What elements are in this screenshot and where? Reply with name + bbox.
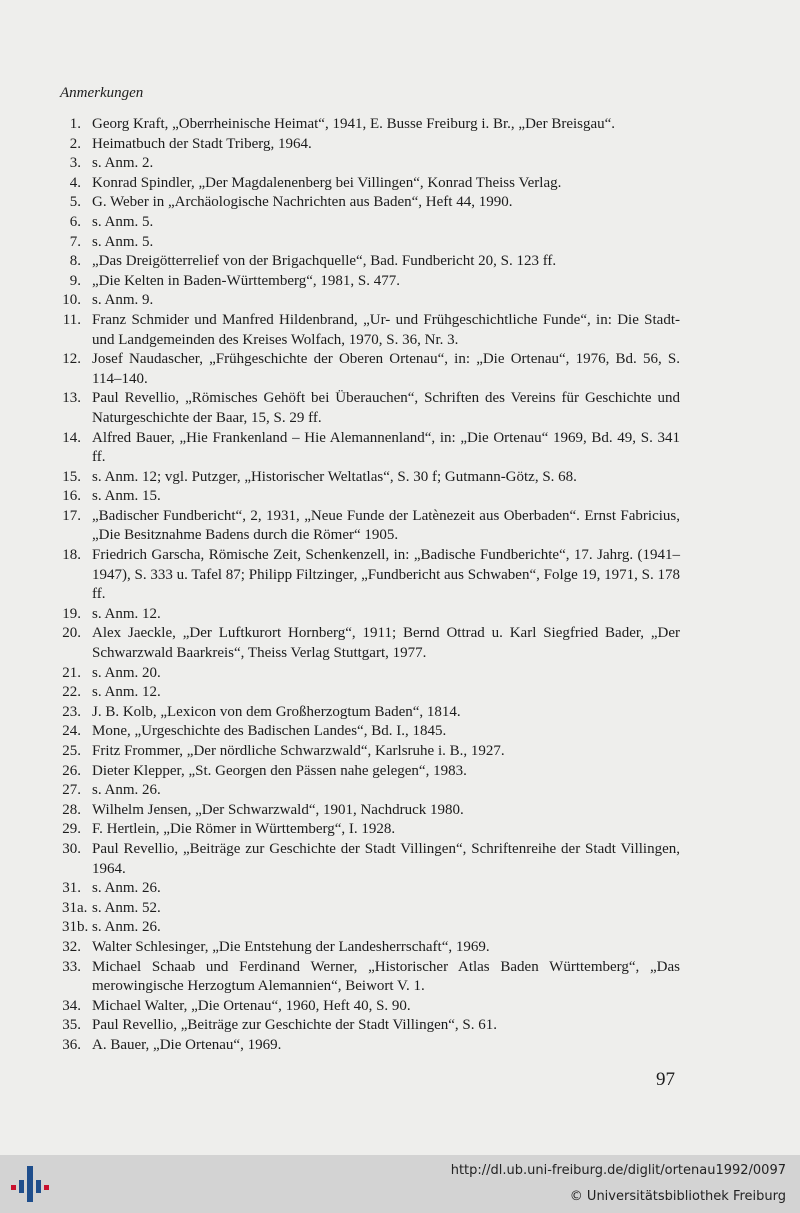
note-number: 13. xyxy=(62,390,81,407)
note-item xyxy=(50,311,680,350)
note-number: 31a. xyxy=(62,899,88,916)
note-item xyxy=(50,233,680,253)
note-text: Paul Revellio, „Beiträge zur Geschichte der Stadt Villingen“, S. 61. xyxy=(92,1017,497,1034)
note-item xyxy=(50,664,680,684)
note-text: s. Anm. 5. xyxy=(92,213,154,230)
note-item xyxy=(50,722,680,742)
note-text: s. Anm. 26. xyxy=(92,880,161,897)
note-item xyxy=(50,272,680,292)
logo-right-bar xyxy=(36,1180,41,1193)
notes-list xyxy=(50,115,680,1056)
page-number: 97 xyxy=(656,1069,675,1090)
note-item xyxy=(50,958,680,997)
note-number: 26. xyxy=(62,762,81,779)
note-item xyxy=(50,899,680,919)
note-item xyxy=(50,840,680,879)
note-item xyxy=(50,742,680,762)
note-number: 36. xyxy=(62,1036,81,1053)
note-number: 12. xyxy=(62,351,81,368)
note-number: 6. xyxy=(69,213,81,230)
note-number: 14. xyxy=(62,429,81,446)
note-number: 32. xyxy=(62,938,81,955)
note-number: 11. xyxy=(62,311,81,328)
note-text: s. Anm. 9. xyxy=(92,292,154,309)
note-number: 30. xyxy=(62,840,81,857)
note-text: s. Anm. 15. xyxy=(92,488,161,505)
note-number: 31b. xyxy=(62,919,89,936)
note-number: 31. xyxy=(62,880,81,897)
note-number: 1. xyxy=(69,116,81,132)
note-item xyxy=(50,429,680,468)
note-text: Heimatbuch der Stadt Triberg, 1964. xyxy=(92,135,312,152)
note-item xyxy=(50,291,680,311)
note-number: 9. xyxy=(69,272,81,289)
note-number: 21. xyxy=(62,664,81,681)
section-heading: Anmerkungen xyxy=(60,85,144,101)
note-number: 35. xyxy=(62,1017,81,1034)
note-item xyxy=(50,154,680,174)
note-item xyxy=(50,252,680,272)
note-number: 29. xyxy=(62,821,81,838)
note-text: s. Anm. 20. xyxy=(92,664,161,681)
note-text: Friedrich Garscha, Römische Zeit, Schenkenzell, in: „Badische Fundberichte“, 17. Jahrg. (1941–1947), S. 333 u. Tafel 87; Philipp Filtzinger, „Fundbericht aus Schwaben“, Folge 19, 1971, S. 178 ff. xyxy=(92,547,680,603)
note-item xyxy=(50,683,680,703)
note-number: 24. xyxy=(62,723,81,740)
note-text: Walter Schlesinger, „Die Entstehung der Landesherrschaft“, 1969. xyxy=(92,938,490,955)
note-number: 22. xyxy=(62,684,81,701)
note-text: „Das Dreigötterrelief von der Brigachquelle“, Bad. Fundbericht 20, S. 123 ff. xyxy=(92,253,557,270)
note-item xyxy=(50,213,680,233)
note-item xyxy=(50,350,680,389)
note-text: „Die Kelten in Baden-Württemberg“, 1981, S. 477. xyxy=(92,272,400,289)
note-text: s. Anm. 12; vgl. Putzger, „Historischer Weltatlas“, S. 30 f; Gutmann-Götz, S. 68. xyxy=(92,468,577,485)
library-logo-icon[interactable] xyxy=(10,1164,50,1204)
note-item xyxy=(50,605,680,625)
note-text: s. Anm. 12. xyxy=(92,684,161,701)
note-item xyxy=(50,938,680,958)
note-text: Alex Jaeckle, „Der Luftkurort Hornberg“, 1911; Bernd Ottrad u. Karl Siegfried Bader, „Der Schwarzwald Baarkreis“, Theiss Verlag Stuttgart, 1977. xyxy=(92,625,680,662)
note-text: Dieter Klepper, „St. Georgen den Pässen nahe gelegen“, 1983. xyxy=(92,762,467,779)
footer-bar xyxy=(0,1155,800,1213)
note-number: 8. xyxy=(69,253,81,270)
note-number: 19. xyxy=(62,605,81,622)
note-text: Franz Schmider und Manfred Hildenbrand, „Ur- und Frühgeschichtliche Funde“, in: Die Stadt- und Landgemeinden des Kreises Wolfach, 1970, S. 36, Nr. 3. xyxy=(92,311,680,348)
note-item xyxy=(50,762,680,782)
note-text: „Badischer Fundbericht“, 2, 1931, „Neue Funde der Latènezeit aus Oberbaden“. Ernst Fabricius, „Die Besitznahme Badens durch die Römer“ 1905. xyxy=(92,507,680,544)
note-item xyxy=(50,624,680,663)
note-text: s. Anm. 52. xyxy=(92,899,161,916)
note-text: s. Anm. 12. xyxy=(92,605,161,622)
note-text: G. Weber in „Archäologische Nachrichten aus Baden“, Heft 44, 1990. xyxy=(92,194,513,211)
note-text: Michael Schaab und Ferdinand Werner, „Historischer Atlas Baden Württemberg“, „Das merowingische Herzogtum Alemannien“, Beiwort V. 1. xyxy=(92,958,680,995)
note-number: 23. xyxy=(62,703,81,720)
note-number: 2. xyxy=(69,135,81,152)
note-item xyxy=(50,820,680,840)
note-item xyxy=(50,879,680,899)
note-text: Wilhelm Jensen, „Der Schwarzwald“, 1901, Nachdruck 1980. xyxy=(92,801,464,818)
note-item xyxy=(50,781,680,801)
note-number: 5. xyxy=(69,194,81,211)
note-text: s. Anm. 26. xyxy=(92,782,161,799)
note-text: Josef Naudascher, „Frühgeschichte der Oberen Ortenau“, in: „Die Ortenau“, 1976, Bd. 56, S. 114–140. xyxy=(92,351,680,387)
logo-right-dot xyxy=(44,1185,49,1190)
note-item xyxy=(50,468,680,488)
note-item xyxy=(50,507,680,546)
note-text: Michael Walter, „Die Ortenau“, 1960, Heft 40, S. 90. xyxy=(92,997,411,1014)
note-number: 7. xyxy=(69,233,81,250)
note-text: s. Anm. 2. xyxy=(92,155,154,172)
note-item xyxy=(50,193,680,213)
note-text: J. B. Kolb, „Lexicon von dem Großherzogtum Baden“, 1814. xyxy=(92,703,461,720)
note-text: Alfred Bauer, „Hie Frankenland – Hie Alemannenland“, in: „Die Ortenau“ 1969, Bd. 49, S. 341 ff. xyxy=(92,429,680,466)
note-number: 3. xyxy=(69,155,81,172)
note-number: 15. xyxy=(62,468,81,485)
note-text: s. Anm. 26. xyxy=(92,919,161,936)
note-text: Konrad Spindler, „Der Magdalenenberg bei Villingen“, Konrad Theiss Verlag. xyxy=(92,174,562,191)
note-number: 16. xyxy=(62,488,81,505)
note-item xyxy=(50,1036,680,1056)
logo-left-dot xyxy=(11,1185,16,1190)
note-text: Mone, „Urgeschichte des Badischen Landes“, Bd. I., 1845. xyxy=(92,723,447,740)
note-item xyxy=(50,389,680,428)
logo-center-bar xyxy=(27,1166,33,1202)
note-text: s. Anm. 5. xyxy=(92,233,154,250)
logo-left-bar xyxy=(19,1180,24,1193)
note-number: 28. xyxy=(62,801,81,818)
note-item xyxy=(50,174,680,194)
note-item xyxy=(50,703,680,723)
note-item xyxy=(50,487,680,507)
note-number: 33. xyxy=(62,958,81,975)
note-item xyxy=(50,1016,680,1036)
note-text: Paul Revellio, „Beiträge zur Geschichte der Stadt Villingen“, Schriftenreihe der Stadt Villingen, 1964. xyxy=(92,840,680,877)
note-item xyxy=(50,997,680,1017)
note-number: 10. xyxy=(62,292,81,309)
note-text: Fritz Frommer, „Der nördliche Schwarzwald“, Karlsruhe i. B., 1927. xyxy=(92,743,505,759)
note-item xyxy=(50,801,680,821)
note-text: Paul Revellio, „Römisches Gehöft bei Überauchen“, Schriften des Vereins für Geschichte und Naturgeschichte der Baar, 15, S. 29 ff. xyxy=(92,390,680,426)
note-number: 27. xyxy=(62,782,81,799)
note-item xyxy=(50,918,680,938)
copyright-text: © Universitätsbibliothek Freiburg xyxy=(569,1189,786,1204)
note-number: 18. xyxy=(62,547,81,564)
note-number: 25. xyxy=(62,743,81,759)
note-item xyxy=(50,546,680,605)
note-text: F. Hertlein, „Die Römer in Württemberg“, I. 1928. xyxy=(92,821,396,838)
note-item xyxy=(50,115,680,135)
note-number: 17. xyxy=(62,507,81,524)
source-url-link[interactable]: http://dl.ub.uni-freiburg.de/diglit/ortenau1992/0097 xyxy=(450,1163,786,1178)
note-number: 20. xyxy=(62,625,81,642)
note-text: A. Bauer, „Die Ortenau“, 1969. xyxy=(92,1036,282,1053)
note-number: 4. xyxy=(69,174,81,191)
note-number: 34. xyxy=(62,997,81,1014)
note-item xyxy=(50,135,680,155)
note-text: Georg Kraft, „Oberrheinische Heimat“, 1941, E. Busse Freiburg i. Br., „Der Breisgau“. xyxy=(92,116,616,132)
